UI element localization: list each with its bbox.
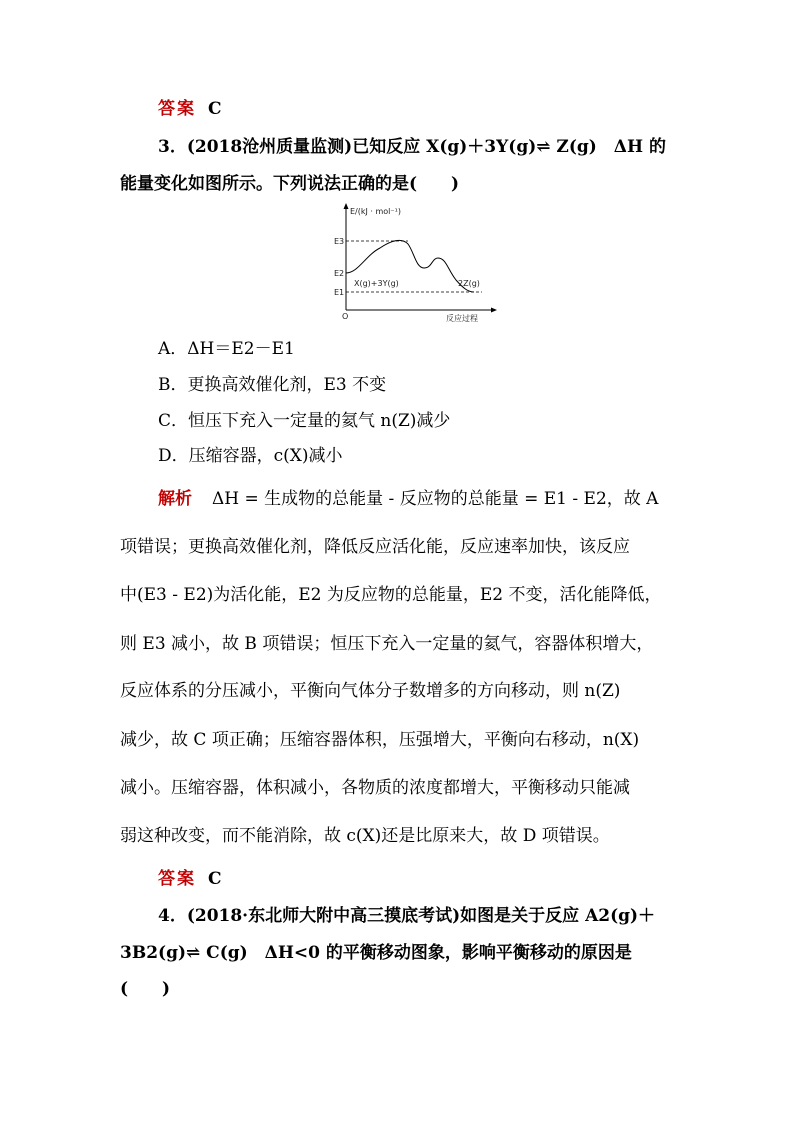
x-axis-label: 反应过程 [446,314,478,323]
analysis-line-6: 减少，故 C 项正确；压缩容器体积，压强增大，平衡向右移动，n(X) [120,730,640,750]
question-4-line-2: 3B2(g)⇌ C(g) ΔH<0 的平衡移动图象，影响平衡移动的原因是 [120,943,632,963]
analysis-line-3: 中(E3 - E2)为活化能，E2 为反应物的总能量，E2 不变，活化能降低， [120,585,662,605]
product-label: 2Z(g) [458,279,480,288]
analysis-line-4: 则 E3 减小，故 B 项错误；恒压下充入一定量的氦气，容器体积增大， [120,634,654,654]
answer-label: 答案 [158,869,196,889]
e1-label: E1 [334,288,345,297]
question-4-line-3: ( ) [120,979,171,999]
e3-label: E3 [334,237,345,246]
question-3-line-2: 能量变化如图所示。下列说法正确的是( ) [120,174,460,194]
question-3-line-1: 3．(2018沧州质量监测)已知反应 X(g)＋3Y(g)⇌ Z(g) ΔH 的 [158,137,666,157]
analysis-text: ΔH = 生成物的总能量 - 反应物的总能量 = E1 - E2，故 A [212,489,659,509]
reactant-label: X(g)+3Y(g) [354,279,399,288]
energy-diagram [330,200,500,325]
option-c: C．恒压下充入一定量的氦气 n(Z)减少 [158,411,451,431]
answer-value: C [208,869,222,889]
origin-label: O [342,312,349,321]
analysis-line-2: 项错误；更换高效催化剂，降低反应活化能，反应速率加快，该反应 [120,537,630,557]
answer-line-1 [158,97,222,121]
y-axis-arrow [344,203,349,209]
e2-label: E2 [334,269,345,278]
answer-value: C [208,99,222,119]
analysis-line-5: 反应体系的分压减小，平衡向气体分子数增多的方向移动，则 n(Z) [120,681,621,701]
analysis-line-8: 弱这种改变，而不能消除，故 c(X)还是比原来大，故 D 项错误。 [120,826,610,846]
answer-label: 答案 [158,99,196,119]
x-axis-arrow [491,308,497,313]
option-d: D．压缩容器，c(X)减小 [158,446,343,466]
question-4-line-1: 4．(2018·东北师大附中高三摸底考试)如图是关于反应 A2(g)＋ [158,906,656,926]
analysis-label: 解析 [158,489,192,509]
option-b: B．更换高效催化剂，E3 不变 [158,375,387,395]
y-axis-label: E/(kJ · mol⁻¹) [350,207,401,216]
analysis-line-7: 减小。压缩容器，体积减小，各物质的浓度都增大，平衡移动只能减 [120,778,630,798]
analysis-line-1 [158,487,658,511]
answer-line-2 [158,867,222,891]
option-a: A．ΔH＝E2－E1 [158,339,295,359]
